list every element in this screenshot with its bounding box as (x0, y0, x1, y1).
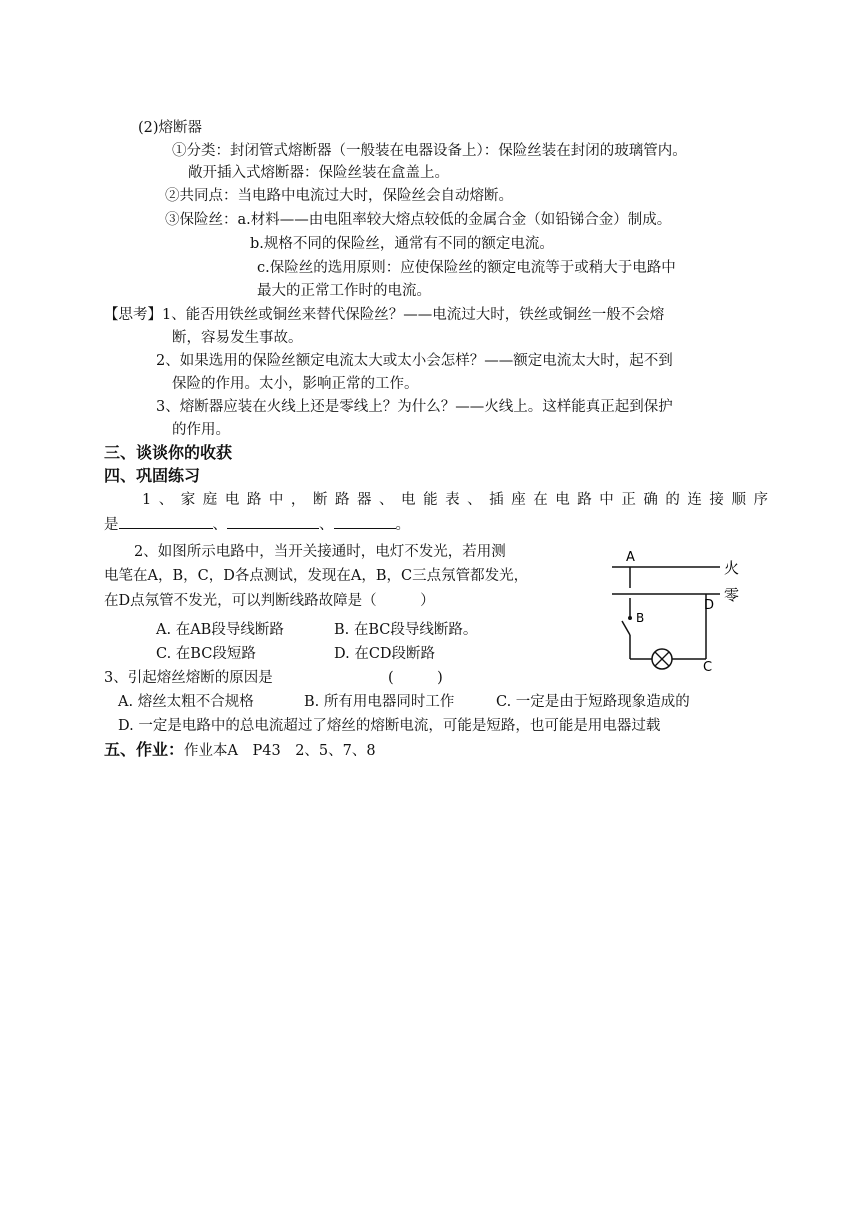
exercise-2-line3: 在D点氖管不发光，可以判断线路故障是（ ） (104, 593, 435, 609)
exercise-2-option-d: D. 在CD段断路 (334, 646, 436, 662)
exercise-2-option-a: A. 在AB段导线断路 (156, 622, 284, 638)
exercise-2-option-c: C. 在BC段短路 (156, 646, 256, 662)
exercise-3-option-a: A. 熔丝太粗不合规格 (118, 694, 254, 710)
exercise-2-option-b: B. 在BC段导线断路。 (334, 622, 478, 638)
exercise-3-option-b: B. 所有用电器同时工作 (304, 694, 455, 710)
fuse-classification-line1: ①分类：封闭管式熔断器（一般装在电器设备上）：保险丝装在封闭的玻璃管内。 (172, 143, 687, 159)
fuse-wire-material: ③保险丝：a.材料——由电阻率较大熔点较低的金属合金（如铅锑合金）制成。 (165, 212, 672, 228)
answer-blank-1[interactable] (119, 514, 213, 529)
switch-icon (622, 621, 630, 635)
exercise-1-prefix: 是 (104, 517, 119, 533)
exercise-1-separator-1: 、 (212, 517, 227, 533)
exercise-3-line1: 3、引起熔丝熔断的原因是 (104, 670, 273, 686)
exercise-3-option-c: C. 一定是由于短路现象造成的 (496, 694, 690, 710)
exercise-1-end: 。 (395, 517, 410, 533)
exercise-3-option-d: D. 一定是电路中的总电流超过了熔丝的熔断电流，可能是短路，也可能是用电器过载 (118, 718, 661, 734)
exercise-1-line1: 1、家庭电路中，断路器、电能表、插座在电路中正确的连接顺序 (142, 492, 768, 508)
exercise-1-separator-2: 、 (319, 517, 334, 533)
section-3-heading: 三、谈谈你的收获 (104, 443, 233, 462)
fuse-wire-principle-line2: 最大的正常工作时的电流。 (257, 283, 431, 299)
homework-text: 作业本A P43 2、5、7、8 (184, 743, 376, 759)
exercise-2-line1: 2、如图所示电路中，当开关接通时，电灯不发光，若用测 (134, 544, 506, 560)
junction-b (628, 616, 632, 620)
label-b: B (636, 611, 645, 625)
label-d: D (704, 598, 715, 613)
think-q1-line1: 【思考】1、能否用铁丝或铜丝来替代保险丝？——电流过大时，铁丝或铜丝一般不会熔 (104, 307, 665, 323)
think-q3-line2: 的作用。 (172, 422, 230, 438)
fuse-wire-principle-line1: c.保险丝的选用原则：应使保险丝的额定电流等于或稍大于电路中 (257, 260, 676, 276)
fuse-common-point: ②共同点：当电路中电流过大时，保险丝会自动熔断。 (165, 188, 513, 204)
label-neutral: 零 (724, 586, 740, 604)
exercise-1-line2 (104, 514, 410, 535)
think-q3-line1: 3、熔断器应装在火线上还是零线上？为什么？——火线上。这样能真正起到保护 (156, 399, 673, 415)
label-live: 火 (724, 559, 740, 577)
label-c: C (703, 660, 713, 675)
answer-blank-2[interactable] (227, 514, 319, 529)
fuse-classification-line2: 敞开插入式熔断器：保险丝装在盒盖上。 (188, 165, 449, 181)
exercise-3-paren: ( ) (388, 670, 443, 686)
label-a: A (626, 550, 635, 565)
section-4-heading: 四、巩固练习 (104, 466, 201, 485)
think-q2-line1: 2、如果选用的保险丝额定电流太大或太小会怎样？——额定电流太大时，起不到 (156, 353, 673, 369)
fuse-heading: (2)熔断器 (138, 120, 203, 136)
think-q2-line2: 保险的作用。太小，影响正常的工作。 (172, 376, 419, 392)
circuit-diagram (596, 543, 766, 683)
fuse-wire-rating: b.规格不同的保险丝，通常有不同的额定电流。 (250, 236, 554, 252)
section-5-heading: 五、作业： (104, 740, 185, 759)
answer-blank-3[interactable] (334, 514, 396, 529)
think-q1-line2: 断，容易发生事故。 (172, 330, 303, 346)
section-5-line (104, 740, 376, 761)
exercise-2-line2: 电笔在A，B，C，D各点测试，发现在A，B，C三点氖管都发光， (104, 568, 529, 584)
